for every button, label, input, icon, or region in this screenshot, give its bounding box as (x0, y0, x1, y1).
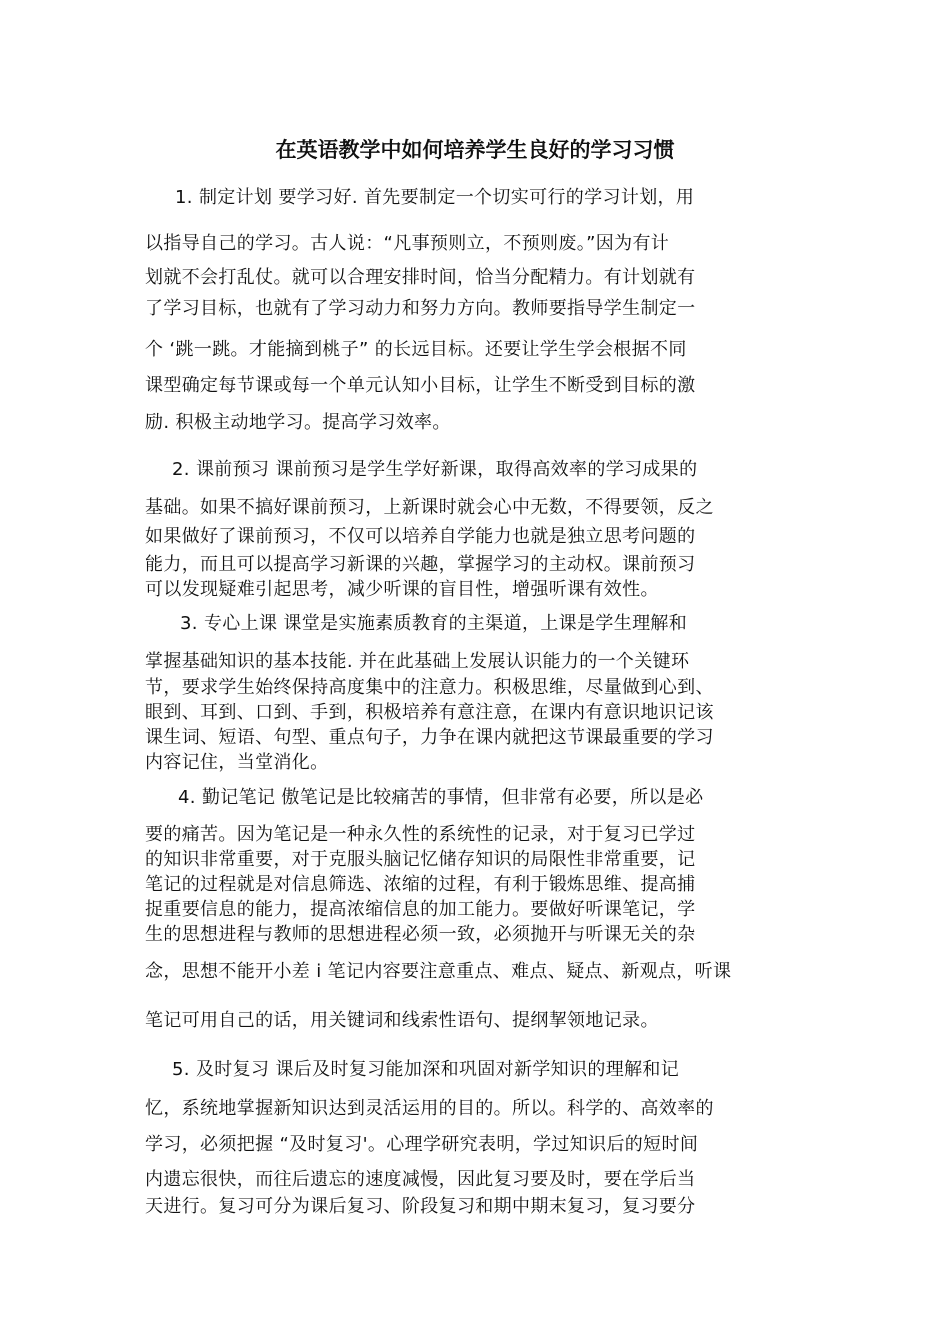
section-4-line-8: 笔记可用自己的话，用关键词和线索性语句、提纲挈领地记录。 (145, 1010, 659, 1031)
section-5-line-2: 忆，系统地掌握新知识达到灵活运用的目的。所以。科学的、高效率的 (145, 1098, 714, 1119)
section-4-line-1: 4. 勤记笔记 傲笔记是比较痛苦的事情，但非常有必要，所以是必 (178, 787, 704, 808)
section-2-line-4: 能力，而且可以提高学习新课的兴趣，掌握学习的主动权。课前预习 (145, 554, 696, 575)
section-2-line-5: 可以发现疑难引起思考，减少听课的盲目性，增强听课有效性。 (145, 579, 659, 600)
document-title: 在英语教学中如何培养学生良好的学习习惯 (275, 138, 675, 162)
section-3-line-4: 眼到、耳到、口到、手到，积极培养有意注意，在课内有意识地识记该 (145, 702, 714, 723)
section-1-line-6: 课型确定每节课或每一个单元认知小目标，让学生不断受到目标的激 (145, 375, 696, 396)
section-2-line-3: 如果做好了课前预习，不仅可以培养自学能力也就是独立思考问题的 (145, 526, 696, 547)
section-1-line-4: 了学习目标，也就有了学习动力和努力方向。教师要指导学生制定一 (145, 298, 696, 319)
section-1-line-3: 划就不会打乱仗。就可以合理安排时间，恰当分配精力。有计划就有 (145, 267, 696, 288)
section-3-line-2: 掌握基础知识的基本技能. 并在此基础上发展认识能力的一个关键环 (145, 651, 690, 672)
section-3-line-3: 节，要求学生始终保持高度集中的注意力。积极思维，尽量做到心到、 (145, 677, 714, 698)
section-4-line-4: 笔记的过程就是对信息筛选、浓缩的过程，有利于锻炼思维、提高捕 (145, 874, 696, 895)
section-1-line-2: 以指导自己的学习。古人说：“凡事预则立，不预则废。”因为有计 (145, 233, 670, 254)
section-3-line-6: 内容记住，当堂消化。 (145, 752, 329, 773)
section-4-line-5: 捉重要信息的能力，提高浓缩信息的加工能力。要做好听课笔记，学 (145, 899, 696, 920)
section-4-line-6: 生的思想进程与教师的思想进程必须一致，必须抛开与听课无关的杂 (145, 924, 696, 945)
section-2-line-2: 基础。如果不搞好课前预习，上新课时就会心中无数，不得要领，反之 (145, 497, 714, 518)
section-4-line-2: 要的痛苦。因为笔记是一种永久性的系统性的记录，对于复习已学过 (145, 824, 696, 845)
section-4-line-3: 的知识非常重要，对于克服头脑记忆储存知识的局限性非常重要，记 (145, 849, 696, 870)
section-5-line-1: 5. 及时复习 课后及时复习能加深和巩固对新学知识的理解和记 (172, 1059, 680, 1080)
section-3-line-5: 课生词、短语、句型、重点句子，力争在课内就把这节课最重要的学习 (145, 727, 714, 748)
section-4-line-7: 念，思想不能开小差 i 笔记内容要注意重点、难点、疑点、新观点，听课 (145, 961, 732, 982)
section-1-line-7: 励. 积极主动地学习。提高学习效率。 (145, 412, 451, 433)
section-1-line-1: 1. 制定计划 要学习好. 首先要制定一个切实可行的学习计划，用 (175, 187, 695, 208)
section-5-line-4: 内遗忘很快，而往后遗忘的速度减慢，因此复习要及时，要在学后当 (145, 1169, 696, 1190)
section-3-line-1: 3. 专心上课 课堂是实施素质教育的主渠道，上课是学生理解和 (180, 613, 688, 634)
section-2-line-1: 2. 课前预习 课前预习是学生学好新课，取得高效率的学习成果的 (172, 459, 698, 480)
section-1-line-5: 个 ‘跳一跳。才能摘到桃子” 的长远目标。还要让学生学会根据不同 (145, 339, 687, 360)
section-5-line-5: 天进行。复习可分为课后复习、阶段复习和期中期末复习，复习要分 (145, 1196, 696, 1217)
section-5-line-3: 学习，必须把握 “及时复习'。心理学研究表明，学过知识后的短时间 (145, 1134, 699, 1155)
